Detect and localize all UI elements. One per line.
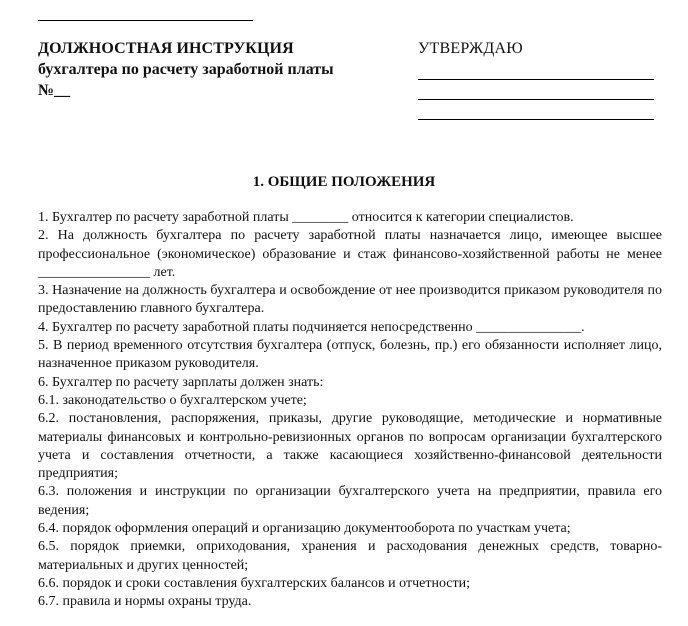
document-title: ДОЛЖНОСТНАЯ ИНСТРУКЦИЯ: [38, 40, 294, 57]
paragraph: 6.3. положения и инструкции по организации бухгалтерского учета на предприятии, правила его ведения;: [38, 484, 662, 518]
paragraph: 6.4. порядок оформления операций и организацию документооборота по участкам учета;: [38, 521, 571, 537]
document-body: [38, 209, 662, 612]
paragraph: 6. Бухгалтер по расчету зарплаты должен знать:: [38, 374, 324, 390]
paragraph: 6.7. правила и нормы охраны труда.: [38, 594, 252, 610]
approval-block: [418, 38, 654, 120]
paragraph: 1. Бухгалтер по расчету заработной платы ________ относится к категории специалистов.: [38, 210, 574, 225]
organization-name-line: [38, 20, 253, 21]
approval-signature-line: [418, 80, 654, 100]
document-subtitle: бухгалтера по расчету заработной платы: [38, 61, 334, 78]
paragraph: 6.1. законодательство о бухгалтерском учете;: [38, 392, 307, 408]
section-title: 1. ОБЩИЕ ПОЛОЖЕНИЯ: [252, 174, 436, 190]
document-header: [38, 38, 398, 101]
approval-signature-line: [418, 100, 654, 120]
approval-signature-line: [418, 60, 654, 80]
document-number: №__: [38, 82, 71, 99]
paragraph: 6.5. порядок приемки, оприходования, хранения и расходования денежных средств, товарно-материальных и других ценностей;: [38, 539, 662, 573]
paragraph: 5. В период временного отсутствия бухгалтера (отпуск, болезнь, пр.) его обязанности исполняет лицо, назначенное приказом руководителя.: [38, 338, 662, 372]
paragraph: 2. На должность бухгалтера по расчету заработной платы назначается лицо, имеющее высшее профессиональное (экономическое) образование и стаж финансово-хозяйственной работы не менее ________________ лет.: [38, 228, 662, 280]
paragraph: 3. Назначение на должность бухгалтера и освобождение от нее производится приказом руководителя по предоставлению главного бухгалтера.: [38, 283, 662, 317]
paragraph: 6.2. постановления, распоряжения, приказы, другие руководящие, методические и нормативные материалы финансовых и контрольно-ревизионных органов по вопросам организации бухгалтерского учета и составления отчетности, а также касающиеся хозяйственно-финансовой деятельности предприятия;: [38, 411, 662, 482]
approval-label: УТВЕРЖДАЮ: [418, 40, 523, 57]
paragraph: 4. Бухгалтер по расчету заработной платы подчиняется непосредственно _______________.: [38, 319, 585, 335]
paragraph: 6.6. порядок и сроки составления бухгалтерских балансов и отчетности;: [38, 575, 471, 591]
